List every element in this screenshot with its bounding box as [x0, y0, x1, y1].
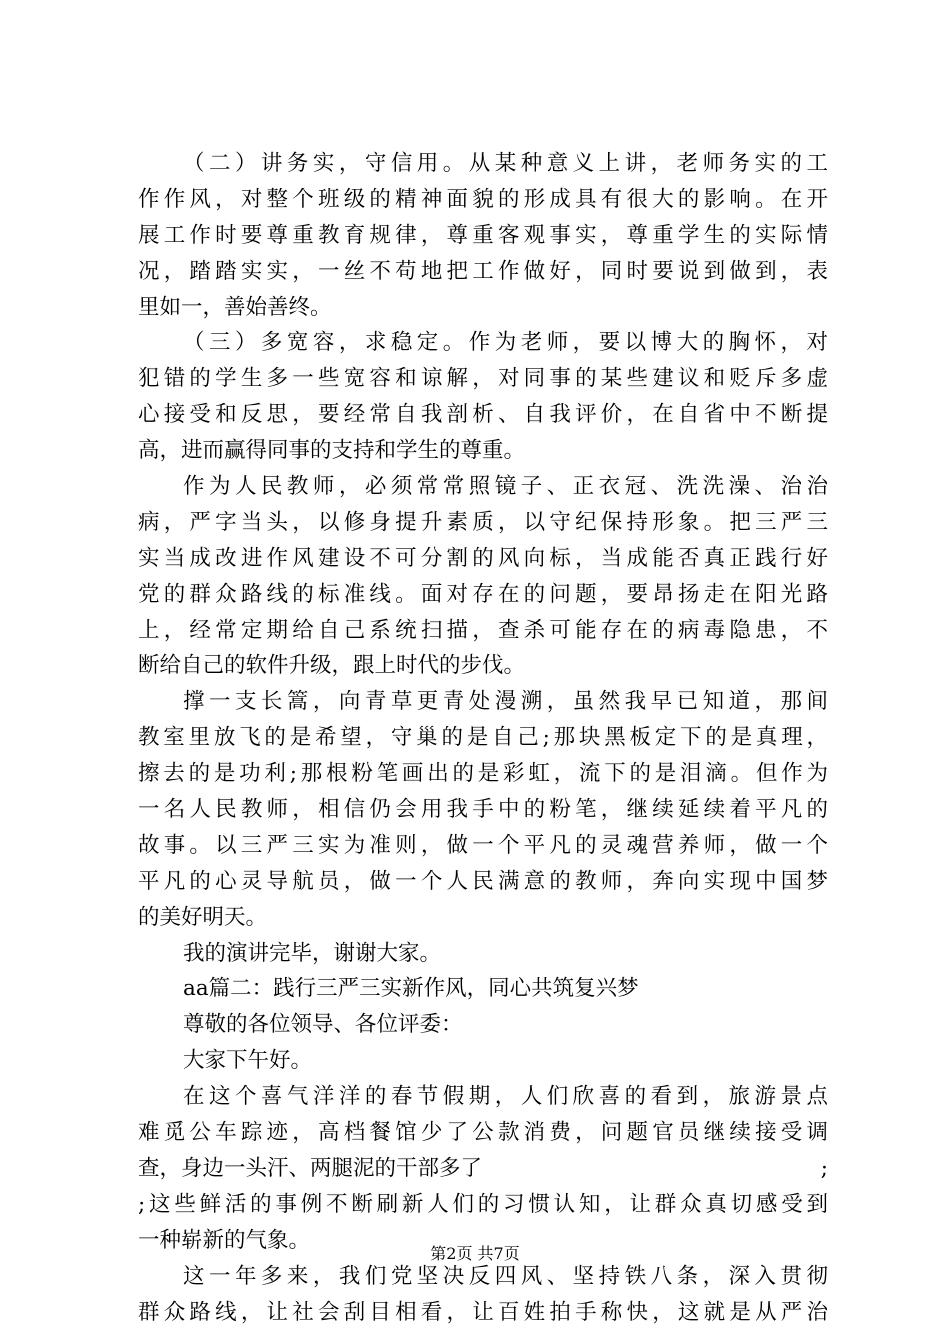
text-line: 的美好明天。	[138, 904, 268, 930]
text-line: 实当成改进作风建设不可分割的风向标，当成能否真正践行好	[138, 545, 828, 571]
text-line: 大家下午好。	[183, 1048, 313, 1074]
page-number: 第2页 共7页	[430, 1244, 520, 1263]
text-line: 上，经常定期给自己系统扫描，查杀可能存在的病毒隐患，不	[138, 617, 828, 643]
text-line: （二）讲务实，守信用。从某种意义上讲，老师务实的工	[183, 151, 828, 176]
text-line	[138, 1151, 828, 1187]
text-line: 难觅公车踪迹，高档餐馆少了公款消费，问题官员继续接受调	[138, 1120, 828, 1146]
text-line: 擦去的是功利;那根粉笔画出的是彩虹，流下的是泪滴。但作为	[138, 761, 828, 787]
text-line: 故事。以三严三实为准则，做一个平凡的灵魂营养师，做一个	[138, 832, 828, 858]
text-line: 一名人民教师，相信仍会用我手中的粉笔，继续延续着平凡的	[138, 797, 828, 823]
text-line: 群众路线，让社会刮目相看，让百姓拍手称快，这就是从严治	[138, 1299, 828, 1325]
text-line: 一种崭新的气象。	[138, 1227, 311, 1253]
text-line-left: 查，身边一头汗、两腿泥的干部多了	[138, 1155, 483, 1181]
text-line: 党的群众路线的标准线。面对存在的问题，要昂扬走在阳光路	[138, 581, 828, 607]
text-line: aa篇二：践行三严三实新作风，同心共筑复兴梦	[183, 976, 639, 1002]
text-line: 展工作时要尊重教育规律，尊重客观事实，尊重学生的实际情	[138, 222, 828, 248]
text-line: 在这个喜气洋洋的春节假期，人们欣喜的看到，旅游景点	[183, 1084, 828, 1110]
text-line: 病，严字当头，以修身提升素质，以守纪保持形象。把三严三	[138, 509, 828, 535]
text-line: 平凡的心灵导航员，做一个人民满意的教师，奔向实现中国梦	[138, 868, 828, 894]
text-line: 断给自己的软件升级，跟上时代的步伐。	[138, 653, 526, 679]
text-line: 犯错的学生多一些宽容和谅解，对同事的某些建议和贬斥多虚	[138, 366, 828, 392]
text-line: 撑一支长篙，向青草更青处漫溯，虽然我早已知道，那间	[183, 689, 828, 715]
document-body	[138, 146, 828, 1330]
text-line: 况，踏踏实实，一丝不苟地把工作做好，同时要说到做到，表	[138, 258, 828, 284]
text-line: 心接受和反思，要经常自我剖析、自我评价，在自省中不断提	[138, 402, 828, 428]
page-footer	[0, 1244, 950, 1264]
text-line: 我的演讲完毕，谢谢大家。	[183, 940, 442, 966]
text-line: 尊敬的各位领导、各位评委：	[183, 1012, 463, 1038]
text-line: 这一年多来，我们党坚决反四风、坚持铁八条，深入贯彻	[183, 1263, 828, 1289]
text-line: 高，进而赢得同事的支持和学生的尊重。	[138, 438, 526, 464]
text-line-right: ;	[820, 1155, 828, 1181]
text-line: 教室里放飞的是希望，守巢的是自己;那块黑板定下的是真理，	[138, 725, 828, 751]
text-line: 作为人民教师，必须常常照镜子、正衣冠、洗洗澡、治治	[183, 474, 828, 500]
text-line: （三）多宽容，求稳定。作为老师，要以博大的胸怀，对	[183, 330, 828, 356]
text-line: ;这些鲜活的事例不断刷新人们的习惯认知，让群众真切感受到	[138, 1191, 828, 1217]
text-line: 里如一，善始善终。	[138, 294, 332, 320]
text-line: 作作风，对整个班级的精神面貌的形成具有很大的影响。在开	[138, 186, 828, 212]
